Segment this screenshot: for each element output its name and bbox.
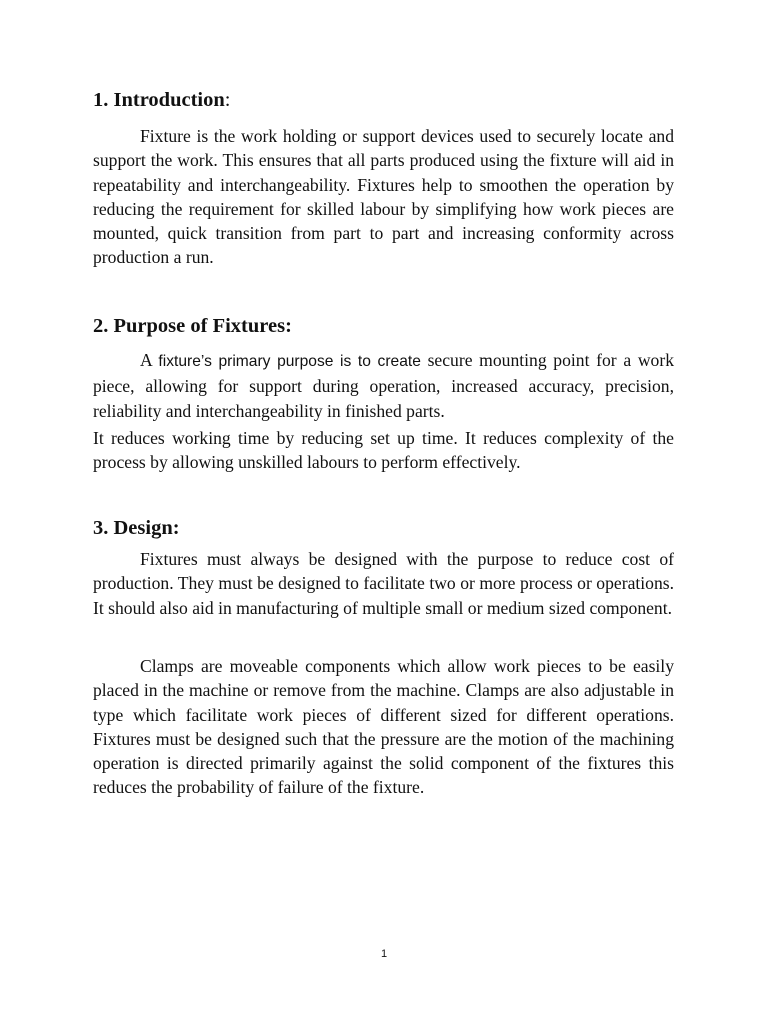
section-heading-purpose: 2. Purpose of Fixtures: xyxy=(93,315,292,337)
design-paragraph-2: Clamps are moveable components which allow work pieces to be easily placed in the machine or remove from the machine. Clamps are also adjustable in type which facilitate work pieces of different sized for different operations. Fixtures must be designed such that the pressure are the motion of the machining operation is directed primarily against the solid component of the fixtures this reduces the probability of failure of the fixture. xyxy=(93,656,674,798)
purpose-lead-a: A xyxy=(140,350,159,370)
purpose-paragraph-2: It reduces working time by reducing set up time. It reduces complexity of the process by allowing unskilled labours to perform effectively. xyxy=(93,428,674,473)
design-paragraph-1: Fixtures must always be designed with the purpose to reduce cost of production. They must be designed to facilitate two or more process or operations. It should also aid in manufacturing of multiple small or medium sized component. xyxy=(93,549,674,618)
heading-colon: : xyxy=(224,89,231,111)
purpose-lead-b: fixture’s primary purpose is to create xyxy=(158,353,421,370)
purpose-paragraph-1 xyxy=(93,348,674,423)
section-heading-introduction xyxy=(93,88,230,112)
heading-text: 1. Introduction xyxy=(93,89,225,111)
introduction-paragraph: Fixture is the work holding or support devices used to securely locate and support the work. This ensures that all parts produced using the fixture will aid in repeatability and interchangeability. Fixtures help to smoothen the operation by reducing the requirement for skilled labour by simplifying how work pieces are mounted, quick transition from part to part and increasing conformity across production a run. xyxy=(93,126,674,268)
page-number: 1 xyxy=(380,948,388,960)
section-heading-design: 3. Design: xyxy=(93,517,180,539)
purpose-rest: secure mounting point for a work piece, allowing for support during operation, increased accuracy, precision, reliability and interchangeability in finished parts. xyxy=(93,350,675,421)
